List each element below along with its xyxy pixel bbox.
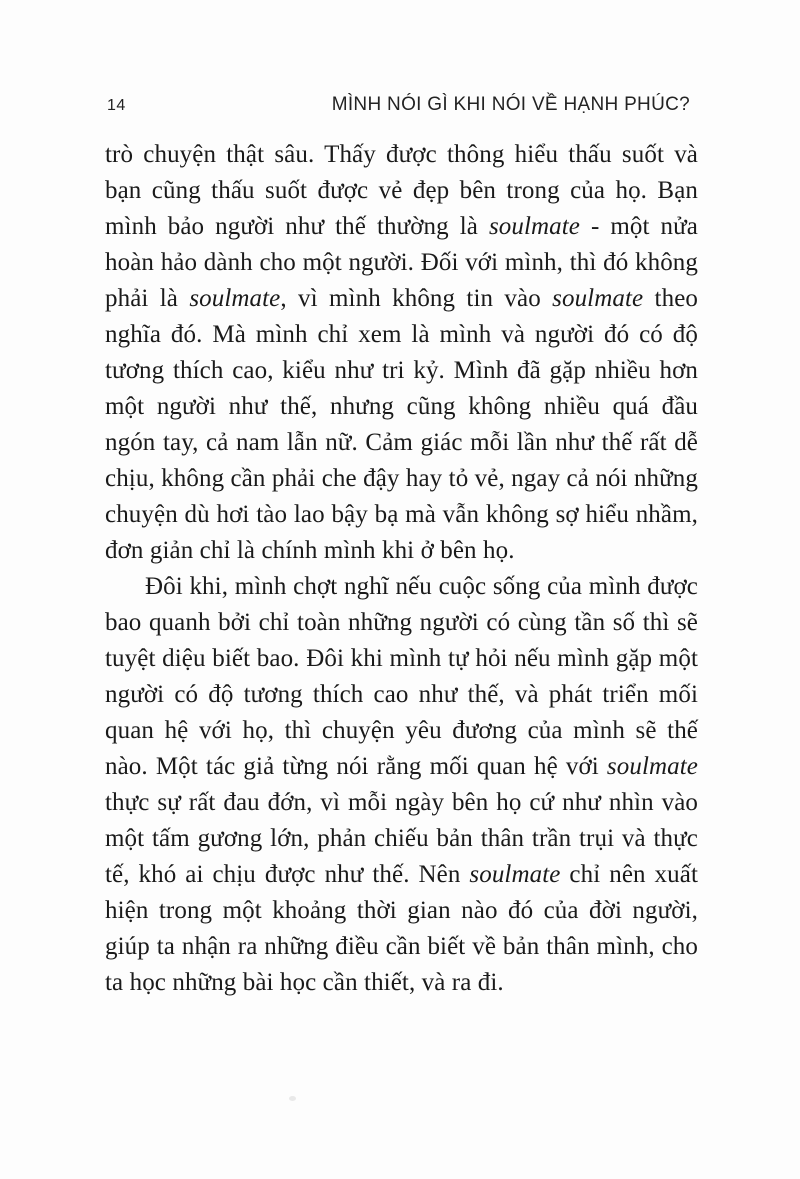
italic-term: soulmate (606, 753, 698, 780)
italic-term: soulmate (469, 861, 561, 888)
text-segment: thực sự rất đau đớn, vì mỗi ngày bên họ cứ như nhìn vào một tấm gương lớn, phản chiếu bản thân trần trụi và thực tế, khó ai chịu được như thế. Nên (105, 789, 698, 888)
italic-term: soulmate (488, 213, 581, 240)
paragraph (105, 137, 698, 569)
scan-artifact-dot (289, 1096, 296, 1101)
italic-term: soulmate (189, 285, 281, 312)
italic-term: soulmate (552, 285, 644, 312)
body-text (105, 137, 698, 1001)
page-number: 14 (107, 97, 126, 114)
text-segment: , vì mình không tin vào (280, 285, 553, 312)
text-segment: trò chuyện thật sâu. Thấy được thông hiểu thấu suốt và bạn cũng thấu suốt được vẻ đẹp bên trong của họ. Bạn mình bảo người như thế thường là (105, 141, 698, 240)
text-segment: - một nửa hoàn hảo dành cho một người. Đối với mình, thì đó không phải là (105, 213, 698, 312)
paragraph (105, 569, 698, 1001)
text-segment: chỉ nên xuất hiện trong một khoảng thời gian nào đó của đời người, giúp ta nhận ra những điều cần biết về bản thân mình, cho ta học những bài học cần thiết, và ra đi. (105, 861, 698, 996)
page-header (107, 94, 690, 116)
text-segment: Đôi khi, mình chợt nghĩ nếu cuộc sống của mình được bao quanh bởi chỉ toàn những người có cùng tần số thì sẽ tuyệt diệu biết bao. Đôi khi mình tự hỏi nếu mình gặp một người có độ tương thích cao như thế, và phát triển mối quan hệ với họ, thì chuyện yêu đương của mình sẽ thế nào. Một tác giả từng nói rằng mối quan hệ với (105, 573, 698, 780)
text-segment: theo nghĩa đó. Mà mình chỉ xem là mình và người đó có độ tương thích cao, kiểu như tri kỷ. Mình đã gặp nhiều hơn một người như thế, nhưng cũng không nhiều quá đầu ngón tay, cả nam lẫn nữ. Cảm giác mỗi lần như thế rất dễ chịu, không cần phải che đậy hay tỏ vẻ, ngay cả nói những chuyện dù hơi tào lao bậy bạ mà vẫn không sợ hiểu nhầm, đơn giản chỉ là chính mình khi ở bên họ. (105, 285, 698, 564)
running-title: MÌNH NÓI GÌ KHI NÓI VỀ HẠNH PHÚC? (331, 94, 690, 115)
